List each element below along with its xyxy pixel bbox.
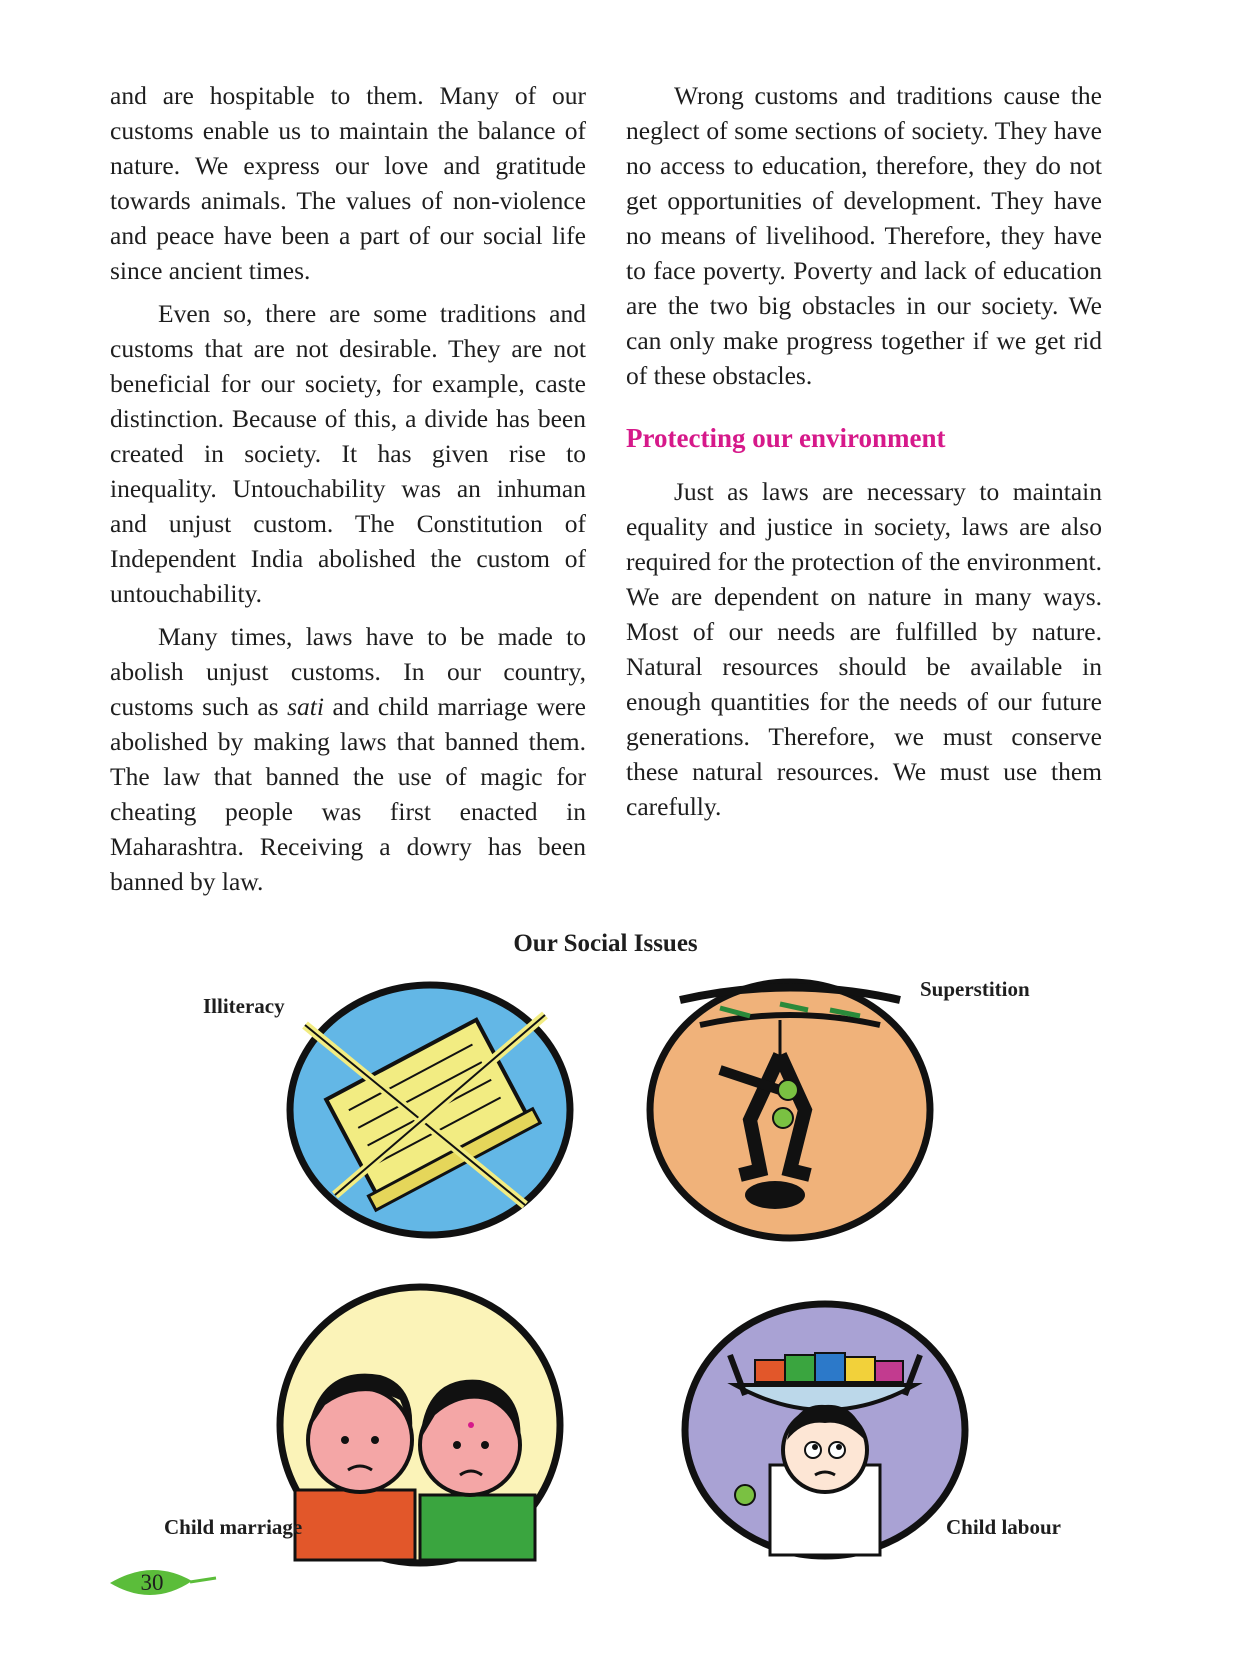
right-paragraph-2: Just as laws are necessary to maintain equality and justice in society, laws are also required for the protection of the environment. We are dependent on nature in many ways. Most of our needs are fulfilled by nature. Natural resources should be available in enough quantities for the needs of our future generations. Therefore, we must conserve these natural resources. We must use them carefully.	[626, 477, 1102, 821]
figure-title: Our Social Issues	[513, 930, 698, 957]
left-paragraph-1: and are hospitable to them. Many of our customs enable us to maintain the balance of nature. We express our love and gratitude towards animals. The values of non-violence and peace have been a part of our social life since ancient times.	[110, 81, 586, 285]
caption-child-marriage: Child marriage	[164, 1515, 303, 1539]
child-marriage-illustration	[270, 1280, 570, 1575]
sati-term: sati	[287, 692, 324, 721]
section-heading: Protecting our environment	[626, 423, 946, 453]
superstition-illustration	[640, 970, 950, 1255]
illiteracy-illustration	[275, 975, 585, 1245]
right-column	[626, 78, 1102, 832]
caption-child-labour: Child labour	[946, 1515, 1061, 1539]
page-number: 30	[140, 1570, 164, 1595]
child-labour-illustration	[675, 1295, 980, 1565]
caption-illiteracy: Illiteracy	[203, 994, 285, 1018]
left-paragraph-3-start: Many times, laws have to be made to abolish unjust customs. In our country, customs such as	[110, 622, 586, 721]
right-paragraph-1: Wrong customs and traditions cause the neglect of some sections of society. They have no access to education, therefore, they do not get opportunities of development. They have no means of livelihood. Therefore, they have to face poverty. Poverty and lack of education are the two big obstacles in our society. We can only make progress together if we get rid of these obstacles.	[626, 81, 1102, 390]
left-column	[110, 78, 586, 907]
left-paragraph-2: Even so, there are some traditions and customs that are not desirable. They are not beneficial for our society, for example, caste distinction. Because of this, a divide has been created in society. It has given rise to inequality. Untouchability was an inhuman and unjust custom. The Constitution of Independent India abolished the custom of untouchability.	[110, 299, 586, 608]
caption-superstition: Superstition	[920, 977, 1030, 1001]
page-number-badge	[108, 1560, 218, 1606]
left-paragraph-3	[110, 619, 586, 899]
left-paragraph-3-end: and child marriage were abolished by making laws that banned them. The law that banned the use of magic for cheating people was first enacted in Maharashtra. Receiving a dowry has been banned by law.	[110, 692, 586, 896]
